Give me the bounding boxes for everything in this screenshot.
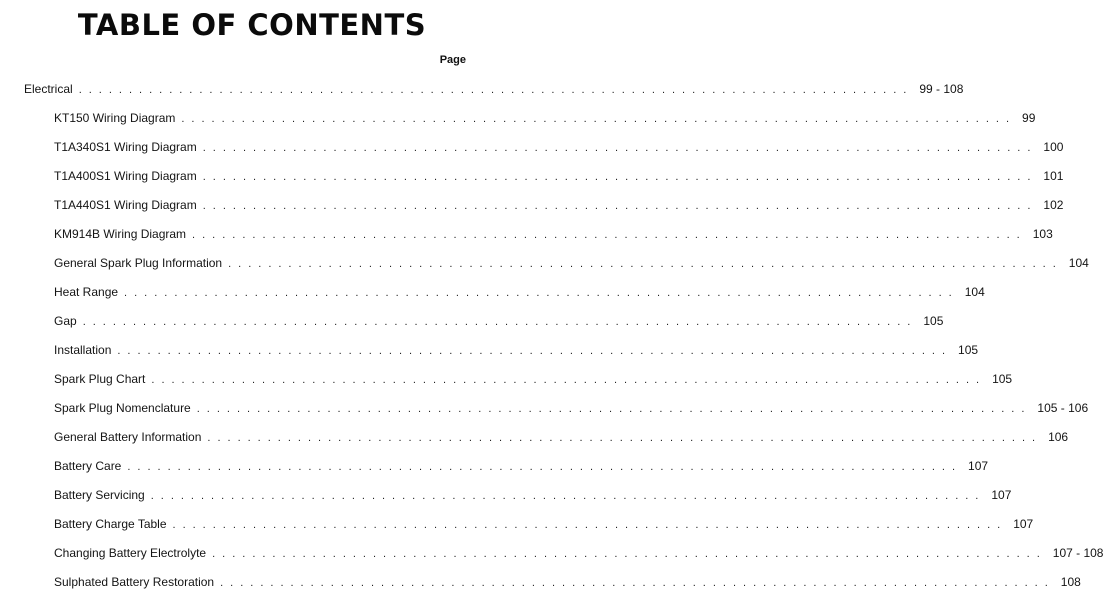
leader-dots: ................................................................................... [151, 374, 987, 386]
toc-entry [54, 312, 944, 330]
toc-entry-page: 108 [1060, 575, 1081, 589]
toc-entry-label: Gap [54, 314, 77, 328]
toc-entry-label: Battery Charge Table [54, 517, 167, 531]
toc-entry-page: 105 [992, 372, 1013, 386]
toc-entry [54, 428, 1069, 446]
leader-dots: ................................................................................... [172, 519, 1008, 531]
toc-entry-label: T1A400S1 Wiring Diagram [54, 169, 197, 183]
toc-entry-label: Battery Servicing [54, 488, 145, 502]
toc-entry [54, 341, 979, 359]
toc-entry [54, 167, 1064, 185]
toc-entry [54, 109, 1036, 127]
toc-entry-label: Installation [54, 343, 112, 357]
toc-entry-label: Spark Plug Chart [54, 372, 146, 386]
toc-entry-page: 105 [923, 314, 944, 328]
leader-dots: ................................................................................... [78, 84, 914, 96]
toc-entry-label: KM914B Wiring Diagram [54, 227, 187, 241]
toc-entry-page: 103 [1032, 227, 1053, 241]
toc-entry-page: 105 - 106 [1037, 401, 1089, 415]
toc-entry-page: 107 [1013, 517, 1034, 531]
toc-entry [54, 515, 1034, 533]
toc-entry-page: 99 [1022, 111, 1036, 125]
page-column-label: Page [439, 54, 466, 66]
toc-entry-page: 107 [991, 488, 1012, 502]
leader-dots: ................................................................................... [127, 461, 963, 473]
toc-entry-page: 107 - 108 [1052, 546, 1103, 560]
leader-dots: ................................................................................... [202, 142, 1038, 154]
toc-entry-page: 101 [1043, 169, 1064, 183]
toc-entry-page: 102 [1043, 198, 1064, 212]
toc-entry [54, 254, 1089, 272]
page-title: TABLE OF CONTENTS [77, 8, 427, 42]
toc-entry-page: 105 [958, 343, 979, 357]
toc-entry-label: Sulphated Battery Restoration [54, 575, 215, 589]
leader-dots: ................................................................................... [196, 403, 1032, 415]
toc-entry [54, 370, 1013, 388]
toc-entry-page: 106 [1048, 430, 1069, 444]
toc-entry [54, 486, 1012, 504]
toc-entry-page: 99 - 108 [919, 82, 964, 96]
toc-entry-page: 104 [964, 285, 985, 299]
toc-entry-label: General Battery Information [54, 430, 202, 444]
toc-entry-label: Changing Battery Electrolyte [54, 546, 207, 560]
toc-entry [54, 225, 1053, 243]
leader-dots: ................................................................................... [150, 490, 986, 502]
toc-entry-page: 104 [1068, 256, 1089, 270]
leader-dots: ................................................................................... [207, 432, 1043, 444]
leader-dots: ................................................................................... [181, 113, 1017, 125]
toc-entry [54, 196, 1064, 214]
toc-entry-label: Heat Range [54, 285, 119, 299]
leader-dots: ................................................................................... [202, 171, 1038, 183]
leader-dots: ................................................................................... [192, 229, 1027, 241]
toc-entry-label: KT150 Wiring Diagram [54, 111, 176, 125]
toc-entry [54, 138, 1064, 156]
toc-entry-label: Battery Care [54, 459, 122, 473]
toc-entry [54, 457, 989, 475]
leader-dots: ................................................................................... [202, 200, 1038, 212]
toc-entry-page: 100 [1043, 140, 1064, 154]
toc-entry-label: T1A340S1 Wiring Diagram [54, 140, 197, 154]
leader-dots: ................................................................................... [124, 287, 959, 299]
leader-dots: ................................................................................... [212, 548, 1047, 560]
leader-dots: ................................................................................... [220, 577, 1055, 589]
toc-entry-page: 107 [968, 459, 989, 473]
leader-dots: ................................................................................... [82, 316, 918, 328]
toc-entry [54, 573, 1081, 591]
toc-entry-electrical [24, 80, 964, 98]
toc-entry-label: Spark Plug Nomenclature [54, 401, 191, 415]
leader-dots: ................................................................................... [117, 345, 953, 357]
leader-dots: ................................................................................... [228, 258, 1063, 270]
toc-entry [54, 544, 1103, 562]
toc-entry [54, 283, 985, 301]
toc-entry-label: Electrical [24, 82, 73, 96]
toc-entry-label: General Spark Plug Information [54, 256, 223, 270]
toc-entry-label: T1A440S1 Wiring Diagram [54, 198, 197, 212]
toc-entry [54, 399, 1089, 417]
